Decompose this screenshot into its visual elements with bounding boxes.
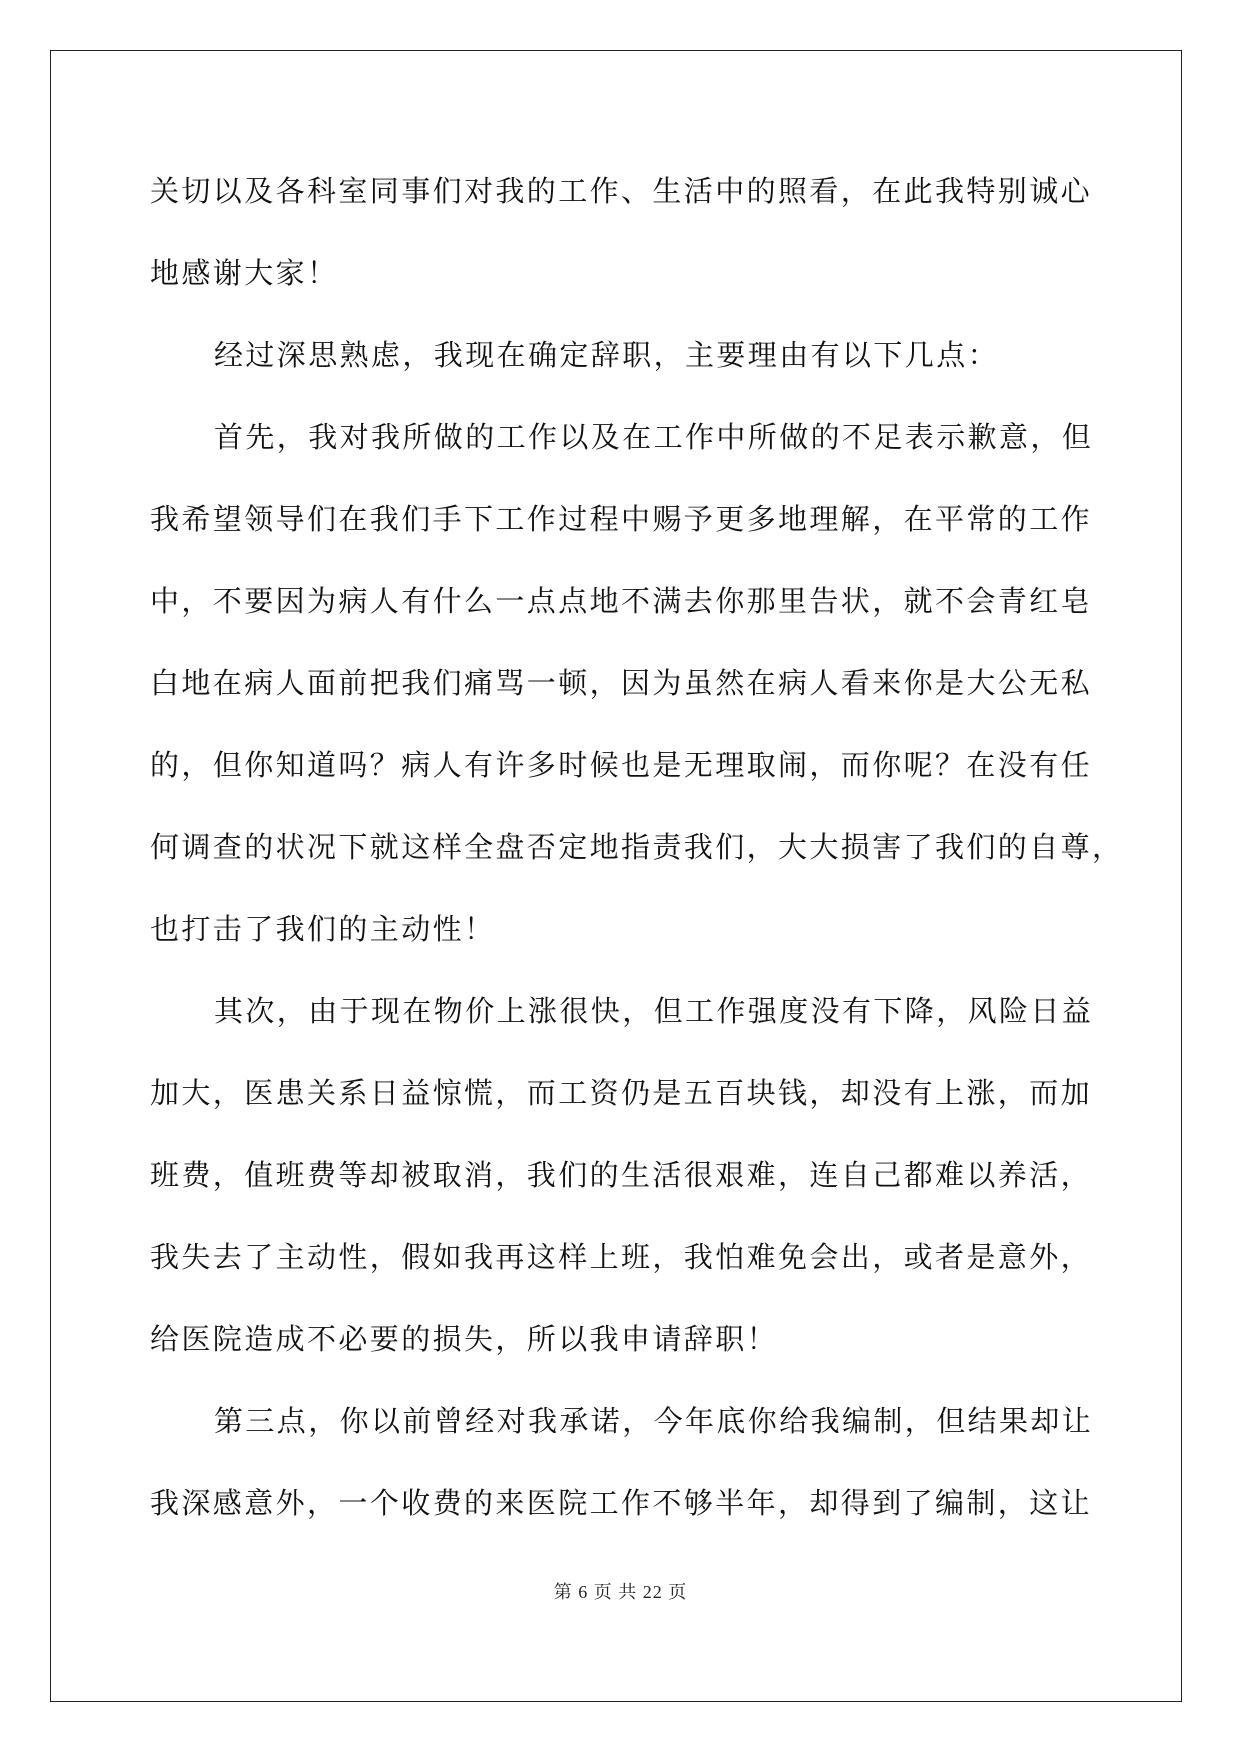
text-line: 地感谢大家！	[150, 256, 339, 290]
text-line: 何调查的状况下就这样全盘否定地指责我们，大大损害了我们的自尊，	[150, 830, 1124, 864]
text-line: 我希望领导们在我们手下工作过程中赐予更多地理解，在平常的工作	[150, 502, 1093, 536]
text-line: 班费，值班费等却被取消，我们的生活很艰难，连自己都难以养活，	[150, 1158, 1093, 1192]
paragraph-start-line: 第三点，你以前曾经对我承诺，今年底你给我编制，但结果却让	[214, 1404, 1094, 1438]
text-line: 中，不要因为病人有什么一点点地不满去你那里告状，就不会青红皂	[150, 584, 1093, 618]
document-body	[150, 160, 1124, 1554]
text-line: 也打击了我们的主动性！	[150, 912, 496, 946]
text-line: 加大，医患关系日益惊慌，而工资仍是五百块钱，却没有上涨，而加	[150, 1076, 1093, 1110]
text-line: 关切以及各科室同事们对我的工作、生活中的照看，在此我特别诚心	[150, 174, 1093, 208]
paragraph-start-line: 经过深思熟虑，我现在确定辞职，主要理由有以下几点：	[214, 338, 1000, 372]
page-number-footer: 第 6 页 共 22 页	[553, 1582, 688, 1602]
text-line: 我深感意外，一个收费的来医院工作不够半年，却得到了编制，这让	[150, 1486, 1093, 1520]
paragraph-start-line: 其次，由于现在物价上涨很快，但工作强度没有下降，风险日益	[214, 994, 1094, 1028]
paragraph-start-line: 首先，我对我所做的工作以及在工作中所做的不足表示歉意，但	[214, 420, 1094, 454]
text-line: 的，但你知道吗？病人有许多时候也是无理取闹，而你呢？在没有任	[150, 748, 1093, 782]
text-line: 给医院造成不必要的损失，所以我申请辞职！	[150, 1322, 779, 1356]
text-line: 白地在病人面前把我们痛骂一顿，因为虽然在病人看来你是大公无私	[150, 666, 1093, 700]
text-line: 我失去了主动性，假如我再这样上班，我怕难免会出，或者是意外，	[150, 1240, 1093, 1274]
